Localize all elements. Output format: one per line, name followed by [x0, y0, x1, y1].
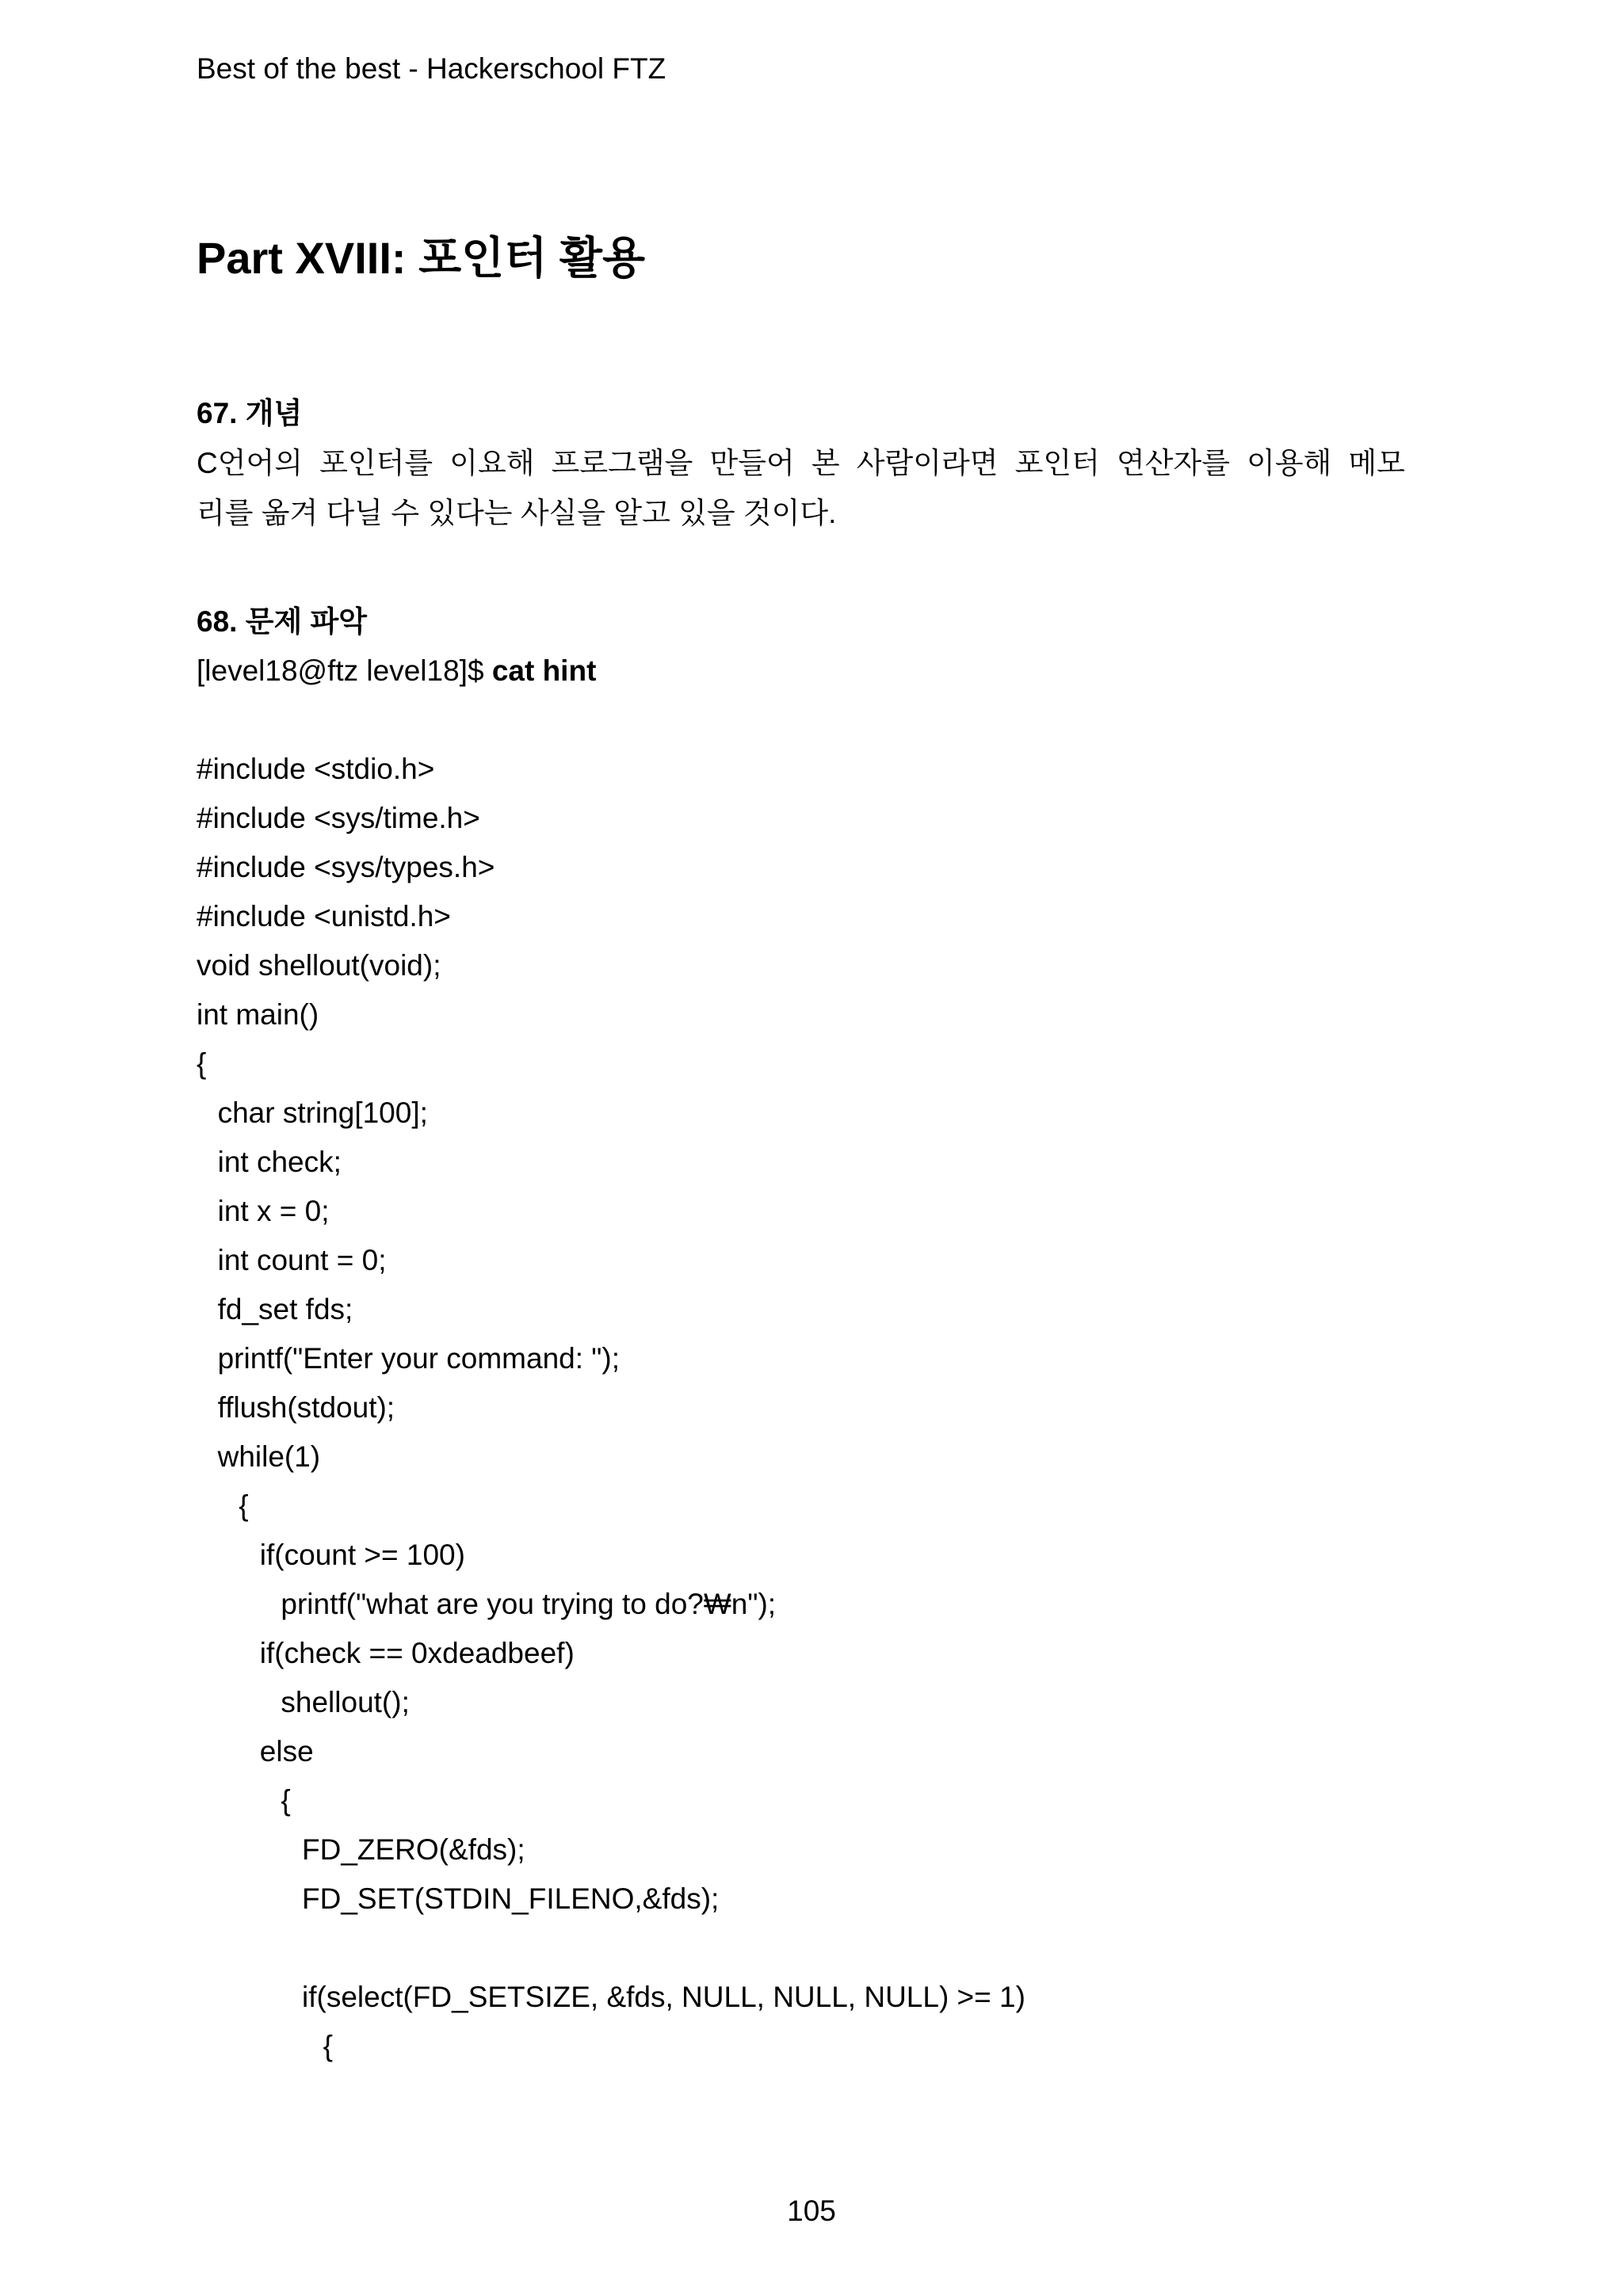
- section-heading: 67. 개념: [197, 397, 303, 429]
- code-line: if(check == 0xdeadbeef): [259, 1637, 575, 1669]
- code-line: fflush(stdout);: [217, 1391, 395, 1424]
- chapter-title: Part XVIII: 포인터 활용: [197, 233, 646, 283]
- shell-prompt: [level18@ftz level18]$: [197, 654, 484, 687]
- code-blank-line: [197, 1924, 1405, 1973]
- code-line: #include <stdio.h>: [197, 753, 435, 785]
- code-line: void shellout(void);: [197, 949, 441, 982]
- running-header: Best of the best - Hackerschool FTZ: [197, 52, 666, 85]
- code-line: if(select(FD_SETSIZE, &fds, NULL, NULL, NULL) >= 1): [302, 1981, 1025, 2013]
- blank-line: [197, 696, 1405, 745]
- code-line: {: [197, 1047, 207, 1080]
- code-line: if(count >= 100): [259, 1539, 465, 1571]
- code-line: printf("what are you trying to do?₩n");: [281, 1588, 777, 1620]
- section-heading: 68. 문제 파악: [197, 605, 367, 638]
- code-line: #include <sys/types.h>: [197, 851, 495, 883]
- paragraph-line: 리를 옮겨 다닐 수 있다는 사실을 알고 있을 것이다.: [197, 497, 837, 529]
- code-line: {: [281, 1784, 291, 1817]
- paragraph-line: C언어의 포인터를 이요해 프로그램을 만들어 본 사람이라면 포인터 연산자를 이용해 메모: [197, 447, 1405, 479]
- code-line: int check;: [217, 1146, 342, 1178]
- page-number: 105: [787, 2195, 836, 2227]
- code-line: else: [259, 1735, 314, 1768]
- shell-command: cat hint: [491, 654, 597, 687]
- code-line: while(1): [217, 1440, 321, 1473]
- code-line: fd_set fds;: [217, 1293, 353, 1325]
- code-line: int main(): [197, 998, 319, 1031]
- section-problem-analysis: [197, 597, 1405, 2071]
- code-line: int count = 0;: [217, 1244, 387, 1276]
- code-line: shellout();: [281, 1686, 410, 1718]
- section-concept: [197, 388, 1405, 538]
- code-line: char string[100];: [217, 1097, 428, 1129]
- shell-prompt-line: [197, 646, 1405, 696]
- code-block: [197, 745, 1405, 2071]
- code-line: FD_ZERO(&fds);: [302, 1833, 525, 1866]
- code-line: int x = 0;: [217, 1195, 330, 1227]
- code-line: #include <unistd.h>: [197, 900, 451, 933]
- code-line: {: [323, 2030, 333, 2062]
- code-line: {: [239, 1489, 249, 1522]
- code-line: FD_SET(STDIN_FILENO,&fds);: [302, 1882, 720, 1915]
- code-line: #include <sys/time.h>: [197, 802, 480, 834]
- code-line: printf("Enter your command: ");: [217, 1342, 621, 1375]
